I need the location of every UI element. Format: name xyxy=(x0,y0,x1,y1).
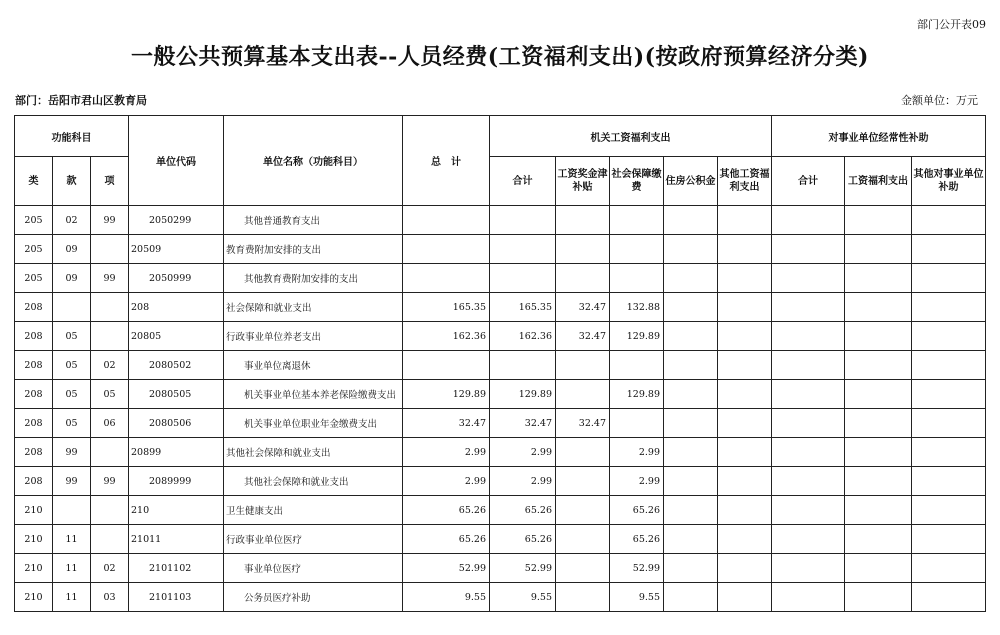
cell-gov-housing xyxy=(664,554,718,583)
cell-unit-code: 20899 xyxy=(129,438,224,467)
header-institution-subsidy: 对事业单位经常性补助 xyxy=(772,116,986,157)
cell-xiang xyxy=(91,293,129,322)
cell-unit-code: 2080505 xyxy=(129,380,224,409)
cell-gov-bonus: 32.47 xyxy=(556,322,610,351)
cell-gov-housing xyxy=(664,438,718,467)
department-label: 部门：岳阳市君山区教育局 xyxy=(15,94,147,107)
cell-gov-housing xyxy=(664,409,718,438)
cell-unit-name: 公务员医疗补助 xyxy=(224,583,403,612)
cell-gov-other xyxy=(718,293,772,322)
cell-gov-other xyxy=(718,322,772,351)
cell-xiang xyxy=(91,235,129,264)
cell-total: 65.26 xyxy=(403,525,490,554)
table-row xyxy=(15,438,986,467)
header-gov-wage-welfare: 机关工资福利支出 xyxy=(490,116,772,157)
cell-gov-social: 52.99 xyxy=(610,554,664,583)
table-row xyxy=(15,293,986,322)
cell-xiang: 99 xyxy=(91,206,129,235)
cell-gov-bonus xyxy=(556,438,610,467)
header-gov-social: 社会保障缴费 xyxy=(610,157,664,206)
cell-gov-other xyxy=(718,467,772,496)
cell-lei: 208 xyxy=(15,293,53,322)
cell-unit-name: 行政事业单位养老支出 xyxy=(224,322,403,351)
cell-gov-other xyxy=(718,438,772,467)
cell-gov-sum xyxy=(490,206,556,235)
cell-kuan: 09 xyxy=(53,264,91,293)
cell-unit-name: 其他社会保障和就业支出 xyxy=(224,438,403,467)
cell-inst-wage xyxy=(845,351,912,380)
cell-gov-sum xyxy=(490,351,556,380)
cell-unit-code: 2080502 xyxy=(129,351,224,380)
cell-xiang: 02 xyxy=(91,351,129,380)
cell-gov-sum: 165.35 xyxy=(490,293,556,322)
table-row xyxy=(15,554,986,583)
cell-gov-housing xyxy=(664,206,718,235)
cell-gov-sum: 2.99 xyxy=(490,438,556,467)
header-inst-wage: 工资福利支出 xyxy=(845,157,912,206)
cell-unit-code: 21011 xyxy=(129,525,224,554)
cell-inst-sum xyxy=(772,235,845,264)
cell-inst-wage xyxy=(845,496,912,525)
header-lei: 类 xyxy=(15,157,53,206)
cell-gov-housing xyxy=(664,380,718,409)
cell-inst-wage xyxy=(845,206,912,235)
cell-total xyxy=(403,264,490,293)
cell-gov-bonus xyxy=(556,380,610,409)
cell-total: 32.47 xyxy=(403,409,490,438)
cell-unit-name: 事业单位离退休 xyxy=(224,351,403,380)
cell-kuan: 09 xyxy=(53,235,91,264)
cell-inst-wage xyxy=(845,235,912,264)
header-unit-code: 单位代码 xyxy=(129,116,224,206)
cell-unit-code: 2050299 xyxy=(129,206,224,235)
cell-gov-social xyxy=(610,409,664,438)
cell-unit-code: 2050999 xyxy=(129,264,224,293)
cell-inst-wage xyxy=(845,554,912,583)
cell-inst-sum xyxy=(772,264,845,293)
cell-lei: 208 xyxy=(15,467,53,496)
cell-gov-sum xyxy=(490,264,556,293)
cell-gov-bonus xyxy=(556,554,610,583)
cell-gov-housing xyxy=(664,264,718,293)
header-gov-other: 其他工资福利支出 xyxy=(718,157,772,206)
page-title: 一般公共预算基本支出表--人员经费(工资福利支出)(按政府预算经济分类) xyxy=(131,44,869,70)
cell-xiang xyxy=(91,322,129,351)
cell-total: 9.55 xyxy=(403,583,490,612)
cell-gov-social: 129.89 xyxy=(610,380,664,409)
cell-xiang xyxy=(91,496,129,525)
cell-gov-bonus xyxy=(556,206,610,235)
cell-gov-housing xyxy=(664,322,718,351)
cell-unit-name: 社会保障和就业支出 xyxy=(224,293,403,322)
cell-unit-name: 其他社会保障和就业支出 xyxy=(224,467,403,496)
cell-xiang: 02 xyxy=(91,554,129,583)
cell-unit-code: 20805 xyxy=(129,322,224,351)
cell-kuan xyxy=(53,496,91,525)
cell-lei: 205 xyxy=(15,235,53,264)
cell-inst-other xyxy=(912,322,986,351)
cell-inst-sum xyxy=(772,409,845,438)
cell-unit-name: 事业单位医疗 xyxy=(224,554,403,583)
cell-kuan xyxy=(53,293,91,322)
cell-kuan: 11 xyxy=(53,525,91,554)
cell-inst-other xyxy=(912,206,986,235)
cell-total: 2.99 xyxy=(403,467,490,496)
cell-total xyxy=(403,206,490,235)
table-row xyxy=(15,351,986,380)
table-row xyxy=(15,467,986,496)
header-gov-housing: 住房公积金 xyxy=(664,157,718,206)
cell-kuan: 05 xyxy=(53,351,91,380)
cell-inst-other xyxy=(912,438,986,467)
cell-gov-bonus xyxy=(556,351,610,380)
cell-inst-sum xyxy=(772,206,845,235)
table-row xyxy=(15,496,986,525)
cell-inst-sum xyxy=(772,322,845,351)
header-unit-name: 单位名称（功能科目） xyxy=(224,116,403,206)
cell-unit-name: 机关事业单位基本养老保险缴费支出 xyxy=(224,380,403,409)
cell-unit-name: 卫生健康支出 xyxy=(224,496,403,525)
cell-total xyxy=(403,351,490,380)
table-row xyxy=(15,525,986,554)
cell-gov-sum: 129.89 xyxy=(490,380,556,409)
cell-gov-other xyxy=(718,264,772,293)
cell-total: 65.26 xyxy=(403,496,490,525)
cell-inst-other xyxy=(912,351,986,380)
table-row xyxy=(15,206,986,235)
cell-gov-other xyxy=(718,351,772,380)
cell-gov-social xyxy=(610,235,664,264)
cell-gov-bonus xyxy=(556,583,610,612)
cell-kuan: 99 xyxy=(53,438,91,467)
cell-inst-wage xyxy=(845,409,912,438)
cell-lei: 208 xyxy=(15,409,53,438)
table-row xyxy=(15,583,986,612)
cell-inst-wage xyxy=(845,293,912,322)
cell-gov-social: 129.89 xyxy=(610,322,664,351)
cell-lei: 210 xyxy=(15,496,53,525)
cell-inst-other xyxy=(912,525,986,554)
cell-inst-other xyxy=(912,235,986,264)
cell-gov-sum: 52.99 xyxy=(490,554,556,583)
cell-gov-other xyxy=(718,554,772,583)
cell-gov-social: 65.26 xyxy=(610,525,664,554)
amount-unit-label: 金额单位：万元 xyxy=(901,94,978,107)
cell-unit-code: 20509 xyxy=(129,235,224,264)
cell-unit-name: 其他普通教育支出 xyxy=(224,206,403,235)
cell-inst-other xyxy=(912,380,986,409)
cell-gov-social: 9.55 xyxy=(610,583,664,612)
cell-lei: 205 xyxy=(15,206,53,235)
cell-lei: 205 xyxy=(15,264,53,293)
cell-gov-bonus xyxy=(556,496,610,525)
cell-unit-code: 208 xyxy=(129,293,224,322)
cell-gov-bonus xyxy=(556,467,610,496)
header-kuan: 款 xyxy=(53,157,91,206)
cell-inst-wage xyxy=(845,438,912,467)
cell-kuan: 05 xyxy=(53,322,91,351)
cell-gov-sum: 2.99 xyxy=(490,467,556,496)
cell-total: 52.99 xyxy=(403,554,490,583)
cell-gov-housing xyxy=(664,293,718,322)
cell-gov-sum: 65.26 xyxy=(490,496,556,525)
header-gov-sum: 合计 xyxy=(490,157,556,206)
cell-gov-social: 2.99 xyxy=(610,438,664,467)
cell-inst-other xyxy=(912,554,986,583)
cell-xiang: 99 xyxy=(91,467,129,496)
cell-total: 162.36 xyxy=(403,322,490,351)
cell-gov-housing xyxy=(664,467,718,496)
cell-unit-name: 行政事业单位医疗 xyxy=(224,525,403,554)
cell-gov-other xyxy=(718,380,772,409)
cell-inst-wage xyxy=(845,380,912,409)
header-inst-other: 其他对事业单位补助 xyxy=(912,157,986,206)
cell-gov-housing xyxy=(664,351,718,380)
cell-lei: 208 xyxy=(15,351,53,380)
table-row xyxy=(15,235,986,264)
cell-gov-housing xyxy=(664,525,718,554)
budget-table xyxy=(14,115,986,612)
cell-inst-sum xyxy=(772,438,845,467)
cell-unit-name: 机关事业单位职业年金缴费支出 xyxy=(224,409,403,438)
header-function-subject: 功能科目 xyxy=(15,116,129,157)
cell-inst-wage xyxy=(845,467,912,496)
cell-inst-sum xyxy=(772,293,845,322)
cell-lei: 210 xyxy=(15,583,53,612)
cell-inst-other xyxy=(912,467,986,496)
header-total: 总 计 xyxy=(403,116,490,206)
cell-total: 129.89 xyxy=(403,380,490,409)
table-row xyxy=(15,264,986,293)
cell-kuan: 02 xyxy=(53,206,91,235)
cell-gov-sum: 9.55 xyxy=(490,583,556,612)
cell-unit-name: 其他教育费附加安排的支出 xyxy=(224,264,403,293)
cell-total: 165.35 xyxy=(403,293,490,322)
cell-unit-code: 2101102 xyxy=(129,554,224,583)
cell-gov-other xyxy=(718,409,772,438)
cell-total xyxy=(403,235,490,264)
cell-total: 2.99 xyxy=(403,438,490,467)
cell-gov-housing xyxy=(664,583,718,612)
cell-inst-sum xyxy=(772,351,845,380)
cell-gov-other xyxy=(718,235,772,264)
cell-inst-other xyxy=(912,496,986,525)
cell-gov-social: 2.99 xyxy=(610,467,664,496)
cell-kuan: 05 xyxy=(53,380,91,409)
cell-inst-wage xyxy=(845,264,912,293)
cell-gov-other xyxy=(718,496,772,525)
header-gov-bonus: 工资奖金津补贴 xyxy=(556,157,610,206)
cell-gov-sum: 162.36 xyxy=(490,322,556,351)
cell-inst-other xyxy=(912,293,986,322)
cell-gov-bonus xyxy=(556,525,610,554)
cell-gov-social: 65.26 xyxy=(610,496,664,525)
header-xiang: 项 xyxy=(91,157,129,206)
cell-inst-other xyxy=(912,583,986,612)
cell-lei: 208 xyxy=(15,322,53,351)
cell-gov-other xyxy=(718,583,772,612)
cell-lei: 208 xyxy=(15,438,53,467)
cell-kuan: 99 xyxy=(53,467,91,496)
cell-inst-sum xyxy=(772,496,845,525)
header-inst-sum: 合计 xyxy=(772,157,845,206)
cell-inst-sum xyxy=(772,583,845,612)
cell-inst-sum xyxy=(772,525,845,554)
cell-xiang: 99 xyxy=(91,264,129,293)
form-number: 部门公开表09 xyxy=(917,18,986,31)
cell-kuan: 05 xyxy=(53,409,91,438)
cell-unit-name: 教育费附加安排的支出 xyxy=(224,235,403,264)
cell-inst-wage xyxy=(845,583,912,612)
cell-gov-social xyxy=(610,264,664,293)
cell-unit-code: 2080506 xyxy=(129,409,224,438)
cell-kuan: 11 xyxy=(53,554,91,583)
cell-gov-social xyxy=(610,206,664,235)
cell-lei: 210 xyxy=(15,554,53,583)
cell-gov-bonus xyxy=(556,264,610,293)
cell-unit-code: 2089999 xyxy=(129,467,224,496)
cell-gov-sum xyxy=(490,235,556,264)
cell-gov-sum: 32.47 xyxy=(490,409,556,438)
cell-inst-sum xyxy=(772,467,845,496)
cell-inst-other xyxy=(912,264,986,293)
cell-gov-social: 132.88 xyxy=(610,293,664,322)
table-row xyxy=(15,322,986,351)
cell-unit-code: 2101103 xyxy=(129,583,224,612)
cell-xiang: 03 xyxy=(91,583,129,612)
table-row xyxy=(15,409,986,438)
table-row xyxy=(15,380,986,409)
cell-inst-sum xyxy=(772,554,845,583)
cell-inst-wage xyxy=(845,525,912,554)
cell-gov-other xyxy=(718,525,772,554)
cell-gov-social xyxy=(610,351,664,380)
cell-gov-housing xyxy=(664,235,718,264)
cell-xiang: 06 xyxy=(91,409,129,438)
cell-unit-code: 210 xyxy=(129,496,224,525)
cell-gov-bonus xyxy=(556,235,610,264)
cell-gov-bonus: 32.47 xyxy=(556,293,610,322)
cell-gov-other xyxy=(718,206,772,235)
cell-gov-bonus: 32.47 xyxy=(556,409,610,438)
cell-inst-other xyxy=(912,409,986,438)
cell-xiang: 05 xyxy=(91,380,129,409)
cell-inst-wage xyxy=(845,322,912,351)
cell-lei: 210 xyxy=(15,525,53,554)
cell-gov-housing xyxy=(664,496,718,525)
cell-kuan: 11 xyxy=(53,583,91,612)
cell-gov-sum: 65.26 xyxy=(490,525,556,554)
cell-inst-sum xyxy=(772,380,845,409)
cell-xiang xyxy=(91,525,129,554)
cell-lei: 208 xyxy=(15,380,53,409)
cell-xiang xyxy=(91,438,129,467)
